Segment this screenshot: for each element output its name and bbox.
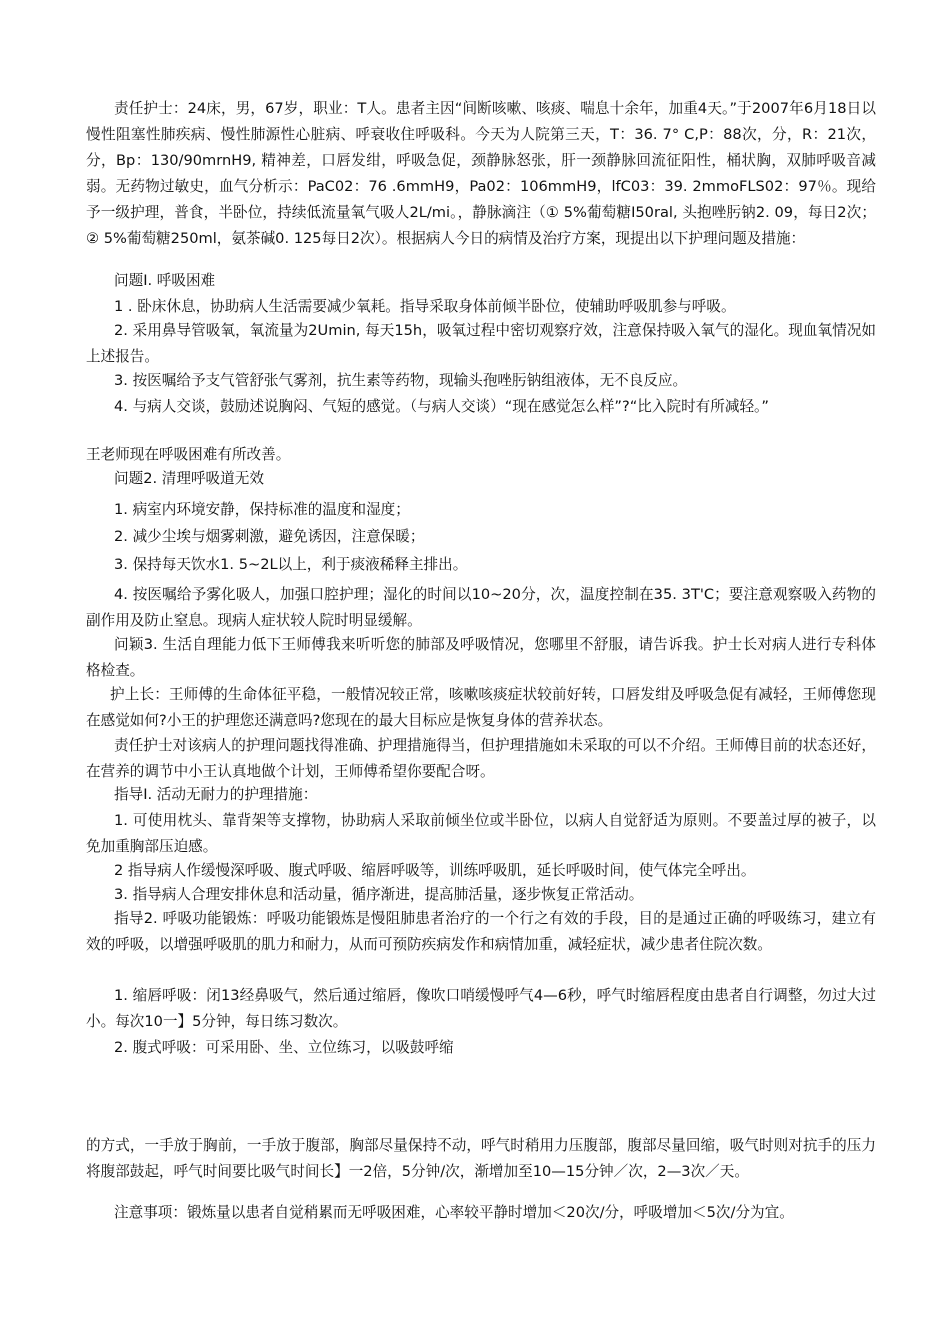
problem-1-item-4: 4. 与病人交谈，鼓励述说胸闷、气短的感觉。（与病人交谈）“现在感觉怎么样”?“比入院时有所减轻。” xyxy=(114,398,769,415)
head-nurse-comment: 护上长：王师傅的生命体征平稳，一般情况较正常，咳嗽咳痰症状较前好转，口唇发绀及呼吸急促有减轻，王师傅您现在感觉如何?小王的护理您还满意吗?您现在的最大目标应是恢复身体的营养状态。 xyxy=(86,686,876,729)
problem-2-heading: 问题2. 清理呼吸道无效 xyxy=(114,470,264,487)
guidance-1-item-3: 3. 指导病人合理安排休息和活动量，循序渐进，提高肺活量，逐步恢复正常活动。 xyxy=(114,886,644,903)
guidance-2-item-2: 2. 腹式呼吸：可采用卧、坐、立位练习，以吸鼓呼缩 xyxy=(114,1039,454,1056)
guidance-1-heading: 指导I. 活动无耐力的护理措施： xyxy=(114,786,318,803)
problem-2-item-2: 2. 减少尘埃与烟雾刺激，避免诱因，注意保暖； xyxy=(114,528,425,545)
case-intro-paragraph: 责任护士：24床，男，67岁，职业：T人。患者主因“间断咳嗽、咳痰、喘息十余年，加重4天。”于2007年6月18日以慢性阻塞性肺疾病、慢性肺源性心脏病、呼衰收住呼吸科。今天为人院第三天，T：36. 7° C,P：88次，分，R：21次，分，Bp：130/90mrnH9, 精神差，口唇发绀，呼吸急促，颈静脉怒张，肝一颈静脉回流征阳性，桶状胸，双肺呼吸音减弱。无药物过敏史，血气分析示：PaC02：76 .6mmH9，Pa02：106mmH9，lfC03：39. 2mmoFLS02：97％。现给予一级护理，普食，半卧位，持续低流量氧气吸人2L/mi。，静脉滴注（① 5%葡萄糖I50ral, 头抱唑肟钠2. 09，每日2次；② 5%葡萄糖250ml，氨茶碱0. 125每日2次）。根据病人今日的病情及治疗方案，现提出以下护理问题及措施： xyxy=(86,100,876,247)
guidance-1-item-1: 1. 可使用枕头、靠背架等支撑物，协助病人采取前倾坐位或半卧位，以病人自觉舒适为原则。不要盖过厚的被子，以免加重胸部压迫感。 xyxy=(86,812,876,855)
problem-2-item-3: 3. 保持每天饮水1. 5~2L以上，利于痰液稀释主排出。 xyxy=(114,556,468,573)
problem-1-item-1: 1 . 卧床休息，协助病人生活需要减少氧耗。指导采取身体前倾半卧位，使辅助呼吸肌参与呼吸。 xyxy=(114,298,736,315)
problem-3-paragraph: 问颖3. 生活自理能力低下王师傅我来听听您的肺部及呼吸情况，您哪里不舒服，请告诉我。护士长对病人进行专科体格检查。 xyxy=(86,636,876,679)
problem-1-heading: 问题I. 呼吸困难 xyxy=(114,272,216,289)
guidance-1-item-2: 2 指导病人作缓慢深呼吸、腹式呼吸、缩唇呼吸等，训练呼吸肌，延长呼吸时间，使气体完全呼出。 xyxy=(114,862,756,879)
guidance-2-item-1: 1. 缩唇呼吸：闭13经鼻吸气，然后通过缩唇，像吹口哨缓慢呼气4—6秒，呼气时缩唇程度由患者自行调整，勿过大过小。每次10一】5分钟，每日练习数次。 xyxy=(86,987,876,1030)
problem-1-result: 王老师现在呼吸困难有所改善。 xyxy=(86,446,291,463)
problem-2-item-4: 4. 按医嘱给予雾化吸人，加强口腔护理；湿化的时间以10~20分，次，温度控制在35. 3T'C；要注意观察吸入药物的副作用及防止窒息。现病人症状较人院时明显缓解。 xyxy=(86,586,876,629)
nurse-evaluation: 责任护士对该病人的护理问题找得准确、护理措施得当，但护理措施如未采取的可以不介绍。王师傅目前的状态还好，在营养的调节中小王认真地做个计划，王师傅希望你要配合呀。 xyxy=(86,737,876,780)
abdominal-breathing-continued: 的方式，一手放于胸前，一手放于腹部，胸部尽量保持不动，呼气时稍用力压腹部，腹部尽量回缩，吸气时则对抗手的压力将腹部鼓起，呼气时间要比吸气时间长】一2倍，5分钟/次，渐增加至10—15分钟／次，2—3次／天。 xyxy=(86,1137,876,1180)
problem-1-item-2: 2. 采用鼻导管吸氧，氧流量为2Umin, 每天15h，吸氧过程中密切观察疗效，注意保持吸入氧气的湿化。现血氧情况如上述报告。 xyxy=(86,322,876,365)
problem-1-item-3: 3. 按医嘱给予支气管舒张气雾剂，抗生素等药物，现输头孢唑肟钠组液体，无不良反应。 xyxy=(114,372,688,389)
problem-2-item-1: 1. 病室内环境安静，保持标准的温度和湿度； xyxy=(114,501,410,518)
guidance-2-paragraph: 指导2. 呼吸功能锻炼：呼吸功能锻炼是慢阻肺患者治疗的一个行之有效的手段，目的是通过正确的呼吸练习，建立有效的呼吸，以增强呼吸肌的肌力和耐力，从而可预防疾病发作和病情加重，减轻症状，减少患者住院次数。 xyxy=(86,910,876,953)
precautions-paragraph: 注意事项：锻炼量以患者自觉稍累而无呼吸困难，心率较平静时增加＜20次/分，呼吸增加＜5次/分为宜。 xyxy=(114,1204,794,1221)
